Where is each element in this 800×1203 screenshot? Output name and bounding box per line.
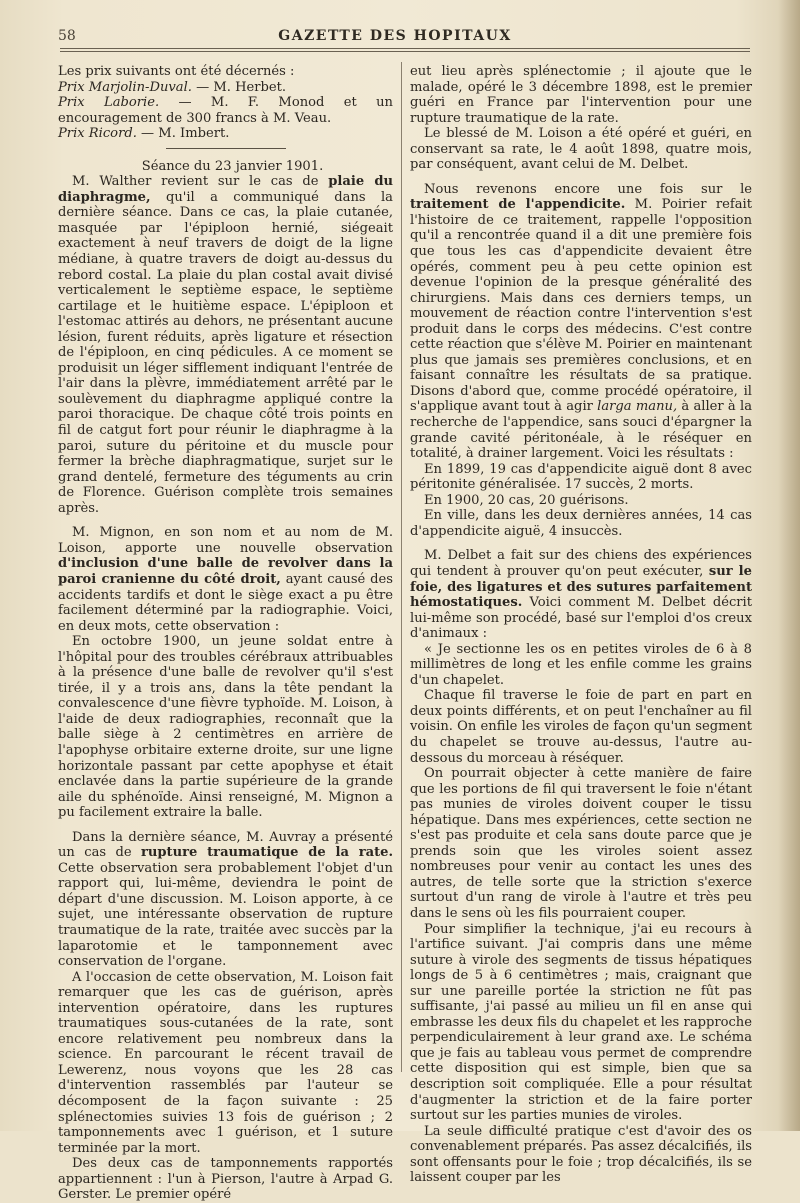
prize-winner: — M. F. Monod et un encouragement de 300 francs à M. Veau. <box>58 95 393 126</box>
text-run: à aller à la recherche de l'appendice, sans souci d'épargner la grande cavité péritonéale, à le réséquer en totalité, à drainer largement. Voici les résultats : <box>410 399 752 462</box>
prize-name: Prix Laborie. <box>58 95 160 111</box>
session-heading: Séance du 23 janvier 1901. <box>141 158 324 174</box>
spleen-cases: Des deux cas de tamponnements rapportés appartiennent : l'un à Pierson, l'autre à Arpad G. Gerster. Le premier opéré <box>58 1156 393 1203</box>
loison-case: Le blessé de M. Loison a été opéré et guéri, en conservant sa rate, le 4 août 1898, quatre mois, par conséquent, avant celui de M. Delbet. <box>410 126 752 173</box>
header-rule-double <box>60 51 750 52</box>
right-column <box>410 64 752 1186</box>
text-run: Cette observation sera probablement l'objet d'un rapport qui, lui-même, deviendra le point de départ d'une discussion. M. Loison apporte, à ce sujet, une intéressante observation de rupture traumatique de la rate, traitée avec succès par la laparotomie et le tamponnement avec conservation de l'organe. <box>58 860 393 970</box>
bold-topic: rupture traumatique de la rate. <box>140 845 394 861</box>
text-run: Voici comment M. Delbet décrit lui-même son procédé, basé sur l'emploi d'os creux d'animaux : <box>410 595 752 642</box>
prize-name: Prix Ricord. <box>58 126 137 142</box>
prize-winner: — M. Imbert. <box>136 126 230 142</box>
left-column <box>58 64 393 1203</box>
page-number: 58 <box>58 28 76 44</box>
section-divider <box>166 148 286 149</box>
article-liver <box>410 548 752 641</box>
delbet-quote-2: Chaque fil traverse le foie de part en part en deux points différents, et on peut l'enchaîner au fil voisin. On enfile les viroles de façon qu'un segment du chapelet se trouve au-dessus, l'autre au-dessous du morceau à réséquer. <box>410 688 752 766</box>
text-run: M. Poirier refait l'histoire de ce traitement, rappelle l'opposition qu'il a rencontrée quand il a dit une première fois que tous les cas d'appendicite devaient être opérés, comment peu à peu cette opinion est devenue l'opinion de la presque généralité des chirurgiens. Mais dans ces derniers temps, un mouvement de réaction contre l'intervention s'est produit dans le corps des médecins. C'est contre cette réaction que s'élève M. Poirier en maintenant plus que jamais ses premières conclusions, et en faisant connaître les résultats de sa pratique. Disons d'abord que, comme procédé opératoire, il s'applique avant tout à agir <box>410 197 752 415</box>
italic-phrase: larga manu, <box>597 399 678 415</box>
text-run: Nous revenons encore une fois sur le <box>424 181 752 197</box>
text-run: M. Delbet a fait sur des chiens des expériences qui tendent à prouver qu'on peut exécuter, <box>410 548 752 579</box>
header-rule <box>60 48 750 49</box>
prize-laborie <box>58 95 393 126</box>
article-diaphragm <box>58 174 393 516</box>
column-divider <box>401 62 402 1072</box>
prizes-intro: Les prix suivants ont été décernés : <box>58 64 295 79</box>
text-run: ayant causé des accidents tardifs et dont le siège exact a pu être facilement déterminé par la radiographie. Voici, en deux mots, cette observation : <box>58 571 393 634</box>
page-edge-shadow <box>778 0 800 1131</box>
article-spleen <box>58 830 393 970</box>
bold-topic: sur le foie, des ligatures et des sutures parfaitement hémostatiques. <box>410 563 752 611</box>
article-bullet <box>58 525 393 634</box>
text-run: qu'il a communiqué dans la dernière séance. Dans ce cas, la plaie cutanée, masquée par l'épiploon hernié, siégeait exactement à neuf travers de doigt de la ligne médiane, à quatre travers de doigt au-dessus du rebord costal. La plaie du plan costal avait divisé verticalement le septième espace, le septième cartilage et le huitième espace. L'épiploon et l'estomac attirés au dehors, ne présentant aucune lésion, furent réduits, après ligature et résection de l'épiploon, en cinq pédicules. A ce moment se produisit un léger sifflement indiquant l'entrée de l'air dans la plèvre, immédiatement arrêté par le soulèvement du diaphragme appliqué contre la paroi thoracique. De chaque côté trois points en fil de catgut fort pour réunir le diaphragme à la paroi, suture du péritoine et du muscle pour fermer la brèche diaphragmatique, surjet sur le grand dentelé, fermeture des téguments au crin de Florence. Guérison complète trois semaines après. <box>58 189 393 516</box>
prize-ricord <box>58 126 393 142</box>
text-run: Dans la dernière séance, M. Auvray a présenté un cas de <box>58 829 393 861</box>
bold-topic: traitement de l'appendicite. <box>410 197 626 213</box>
spleen-continued: eut lieu après splénectomie ; il ajoute que le malade, opéré le 3 décembre 1898, est le premier guéri en France par l'intervention pour une rupture traumatique de la rate. <box>410 64 752 126</box>
journal-title: GAZETTE DES HOPITAUX <box>278 28 512 44</box>
article-appendicitis <box>410 182 752 462</box>
delbet-quote-3: On pourrait objecter à cette manière de faire que les portions de fil qui traversent le foie n'étant pas munies de viroles doivent couper le tissu hépatique. Dans mes expériences, cette section ne s'est pas produite et cela sans doute parce que je prends soin que les viroles soient assez nombreuses pour venir au contact les unes des autres, de telle sorte que la striction s'exerce surtout d'un rang de virole à l'autre et très peu dans le sens où les fils pourraient couper. <box>410 766 752 921</box>
delbet-quote-4: Pour simplifier la technique, j'ai eu recours à l'artifice suivant. J'ai compris dans une même suture à virole des segments de tissus hépatiques longs de 5 à 6 centimètres ; mais, craignant que sur une pareille portée la striction ne fût pas suffisante, j'ai passé au milieu un fil en anse qui embrasse les deux fils du chapelet et les rapproche perpendiculairement à leur grand axe. Le schéma que je fais au tableau vous permet de comprendre cette disposition qui est simple, bien que sa description soit compliquée. Elle a pour résultat d'augmenter la striction et de la faire porter surtout sur les parties munies de viroles. <box>410 921 752 1124</box>
delbet-quote-5: La seule difficulté pratique c'est d'avoir des os convenablement préparés. Pas assez décalcifiés, ils sont offensants pour le foie ; trop décalcifiés, ils se laissent couper par les <box>410 1123 752 1186</box>
delbet-quote-1: « Je sectionne les os en petites viroles de 6 à 8 millimètres de long et les enfile comme les grains d'un chapelet. <box>410 641 752 688</box>
prize-name: Prix Marjolin-Duval. <box>58 79 192 95</box>
results-1899: En 1899, 19 cas d'appendicite aiguë dont 8 avec péritonite généralisée. 17 succès, 2 morts. <box>410 461 752 493</box>
results-1900: En 1900, 20 cas, 20 guérisons. <box>424 492 629 508</box>
prize-marjolin <box>58 80 393 96</box>
text-run: M. Mignon, en son nom et au nom de M. Loison, apporte une nouvelle observation <box>58 525 393 556</box>
bullet-observation: En octobre 1900, un jeune soldat entre à l'hôpital pour des troubles cérébraux attribuables à la présence d'une balle de revolver qu'il s'est tirée, il y a trois ans, dans la tête pendant la convalescence d'une fièvre typhoïde. M. Loison, à l'aide de deux radiographies, reconnaît que la balle siège à 2 centimètres en arrière de l'apophyse orbitaire externe droite, sur une ligne horizontale passant par cette apophyse et était enclavée dans la partie supérieure de la grande aile du sphénoïde. Ainsi renseigné, M. Mignon a pu facilement extraire la balle. <box>58 634 393 821</box>
spleen-remarks: A l'occasion de cette observation, M. Loison fait remarquer que les cas de guérison, après intervention opératoire, dans les ruptures traumatiques sous-cutanées de la rate, sont encore relativement peu nombreux dans la science. En parcourant le récent travail de Lewerenz, nous voyons que les 28 cas d'intervention rassemblés par l'auteur se décomposent de la façon suivante : 25 splénectomies suivies 13 fois de guérison ; 2 tamponnements avec 1 guérison, et 1 suture terminée par la mort. <box>58 969 393 1156</box>
text-run: M. Walther revient sur le cas de <box>72 174 329 190</box>
bold-topic: plaie du diaphragme, <box>58 174 393 205</box>
bold-topic: d'inclusion d'une balle de revolver dans la paroi cranienne du côté droit, <box>58 556 393 587</box>
results-city: En ville, dans les deux dernières années, 14 cas d'appendicite aiguë, 4 insuccès. <box>410 508 752 539</box>
prize-winner: — M. Herbet. <box>191 79 287 95</box>
